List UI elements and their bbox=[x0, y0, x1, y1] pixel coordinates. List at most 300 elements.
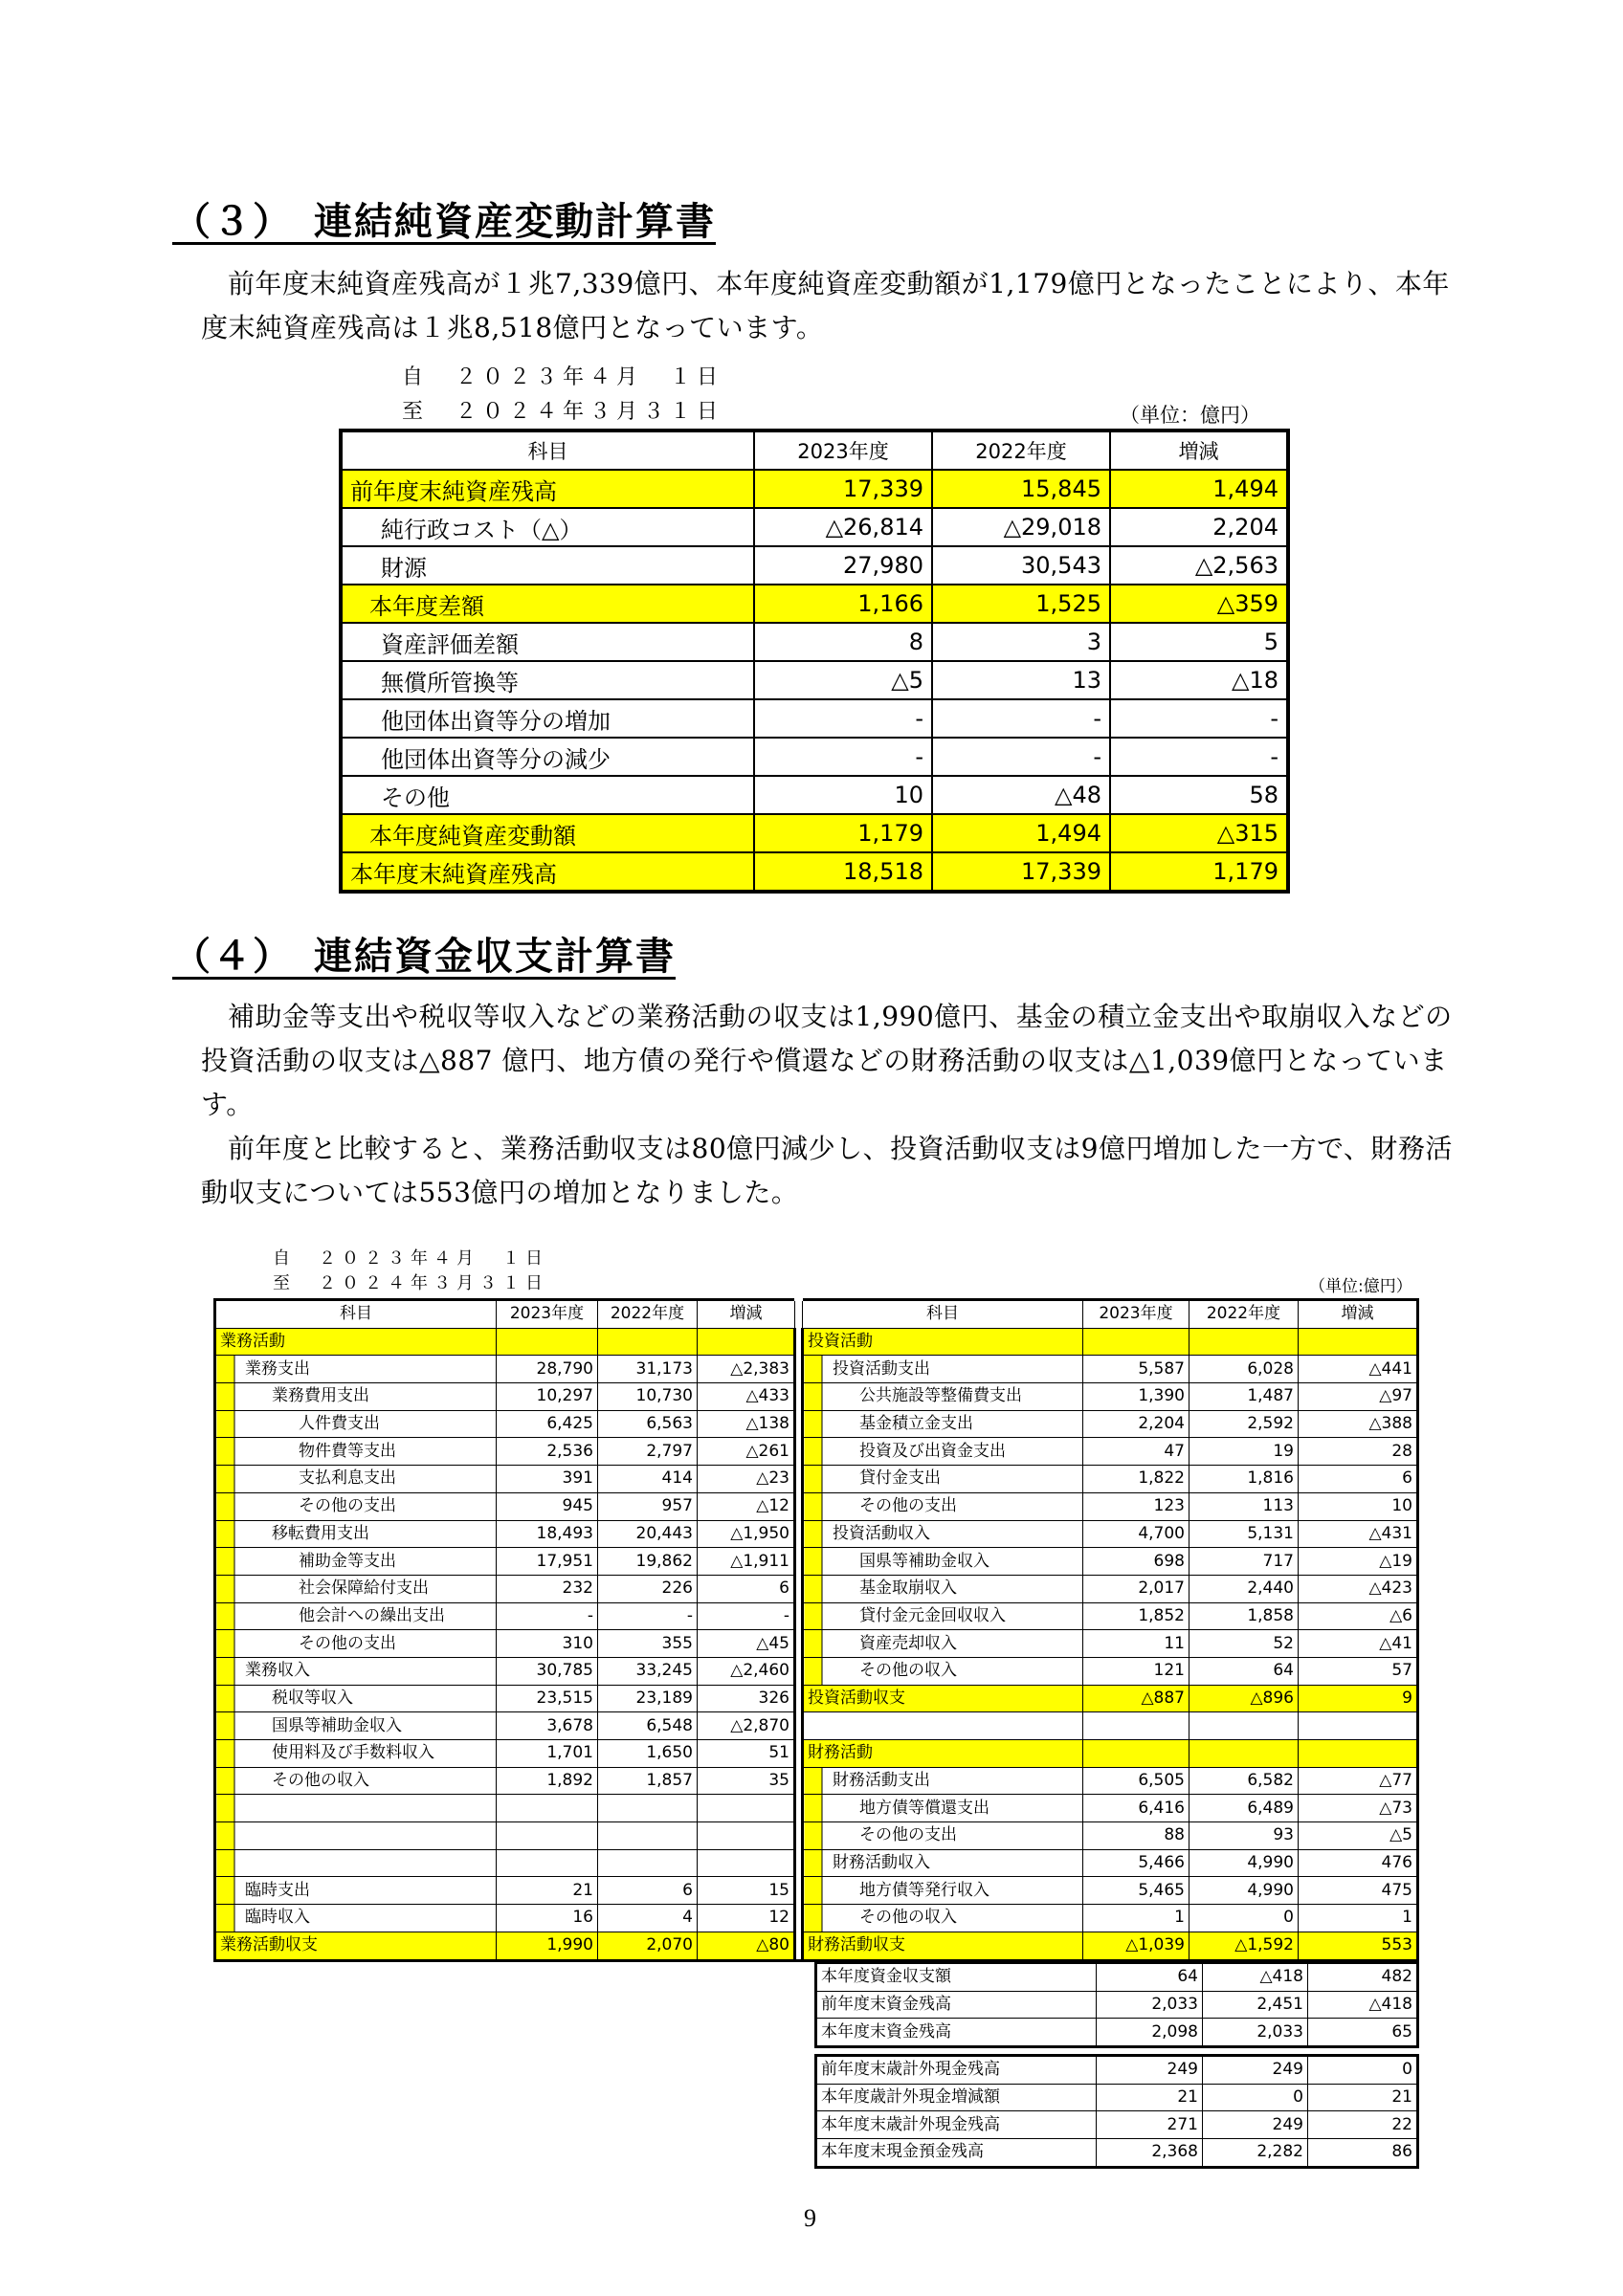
row-value: 1,701 bbox=[497, 1740, 598, 1768]
column-header: 2022年度 bbox=[1189, 1300, 1299, 1329]
row-label: 純行政コスト（△） bbox=[341, 508, 754, 546]
row-value: 6,425 bbox=[497, 1410, 598, 1438]
row-value: 2,592 bbox=[1189, 1410, 1299, 1438]
row-value: 1,179 bbox=[1110, 852, 1288, 892]
row-label-text: 地方債等償還支出 bbox=[859, 1798, 989, 1818]
table-row bbox=[215, 1520, 1418, 1548]
table-row bbox=[215, 1657, 1418, 1685]
table-row bbox=[215, 1877, 1418, 1905]
row-label-text: 投資活動 bbox=[808, 1332, 873, 1352]
row-value: 2,070 bbox=[598, 1932, 698, 1960]
row-label-text: 支払利息支出 bbox=[299, 1468, 396, 1489]
row-value: 2,451 bbox=[1203, 1991, 1308, 2019]
row-label bbox=[803, 1795, 1083, 1822]
table-row bbox=[215, 1356, 1418, 1383]
row-value: 15 bbox=[698, 1877, 795, 1905]
row-value: 1,650 bbox=[598, 1740, 698, 1768]
row-value: △1,950 bbox=[698, 1520, 795, 1548]
column-gap bbox=[795, 1795, 803, 1822]
row-value: △80 bbox=[698, 1932, 795, 1960]
row-label: 前年度末資金残高 bbox=[816, 1991, 1097, 2019]
row-value bbox=[598, 1795, 698, 1822]
row-value bbox=[598, 1822, 698, 1850]
row-value: 232 bbox=[497, 1575, 598, 1602]
column-header: 2022年度 bbox=[598, 1300, 698, 1329]
column-gap bbox=[795, 1740, 803, 1768]
row-value bbox=[1083, 1740, 1189, 1768]
table-row bbox=[816, 1991, 1418, 2019]
table-row bbox=[215, 1795, 1418, 1822]
row-value: △1,911 bbox=[698, 1548, 795, 1576]
table-row bbox=[341, 814, 1288, 852]
row-label: 本年度歳計外現金増減額 bbox=[816, 2084, 1097, 2111]
row-value: 1,852 bbox=[1083, 1602, 1189, 1630]
row-value: 18,518 bbox=[754, 852, 932, 892]
row-value: 86 bbox=[1308, 2139, 1418, 2168]
row-value: 1,822 bbox=[1083, 1466, 1189, 1493]
row-label bbox=[803, 1410, 1083, 1438]
table-row bbox=[341, 623, 1288, 661]
row-value bbox=[1189, 1740, 1299, 1768]
row-value: - bbox=[1110, 699, 1288, 738]
row-value: 10,297 bbox=[497, 1383, 598, 1411]
row-value: 27,980 bbox=[754, 546, 932, 585]
row-value: 310 bbox=[497, 1630, 598, 1658]
row-label: 資産評価差額 bbox=[341, 623, 754, 661]
row-value: 6 bbox=[598, 1877, 698, 1905]
row-label bbox=[803, 1520, 1083, 1548]
row-value: 5,466 bbox=[1083, 1849, 1189, 1877]
row-value: 93 bbox=[1189, 1822, 1299, 1850]
row-value: - bbox=[932, 699, 1110, 738]
row-label-text: 財務活動収入 bbox=[833, 1853, 930, 1873]
row-label-text: 投資活動収支 bbox=[808, 1688, 905, 1708]
row-label bbox=[215, 1740, 497, 1768]
row-value: △19 bbox=[1299, 1548, 1418, 1576]
row-value: 4,700 bbox=[1083, 1520, 1189, 1548]
row-label-text: 基金取崩収入 bbox=[859, 1578, 957, 1599]
section4-heading: （４） 連結資金収支計算書 bbox=[172, 935, 676, 979]
row-label bbox=[215, 1849, 497, 1877]
table-row bbox=[215, 1383, 1418, 1411]
column-header: 科目 bbox=[215, 1300, 497, 1329]
row-value: 1,166 bbox=[754, 585, 932, 623]
row-value: 6,505 bbox=[1083, 1767, 1189, 1795]
table-row bbox=[215, 1328, 1418, 1356]
row-value: 391 bbox=[497, 1466, 598, 1493]
row-label-text: 使用料及び手数料収入 bbox=[272, 1743, 434, 1763]
row-label: 本年度末純資産残高 bbox=[341, 852, 754, 892]
row-label-text: 業務費用支出 bbox=[272, 1386, 369, 1406]
row-value: △26,814 bbox=[754, 508, 932, 546]
row-value: 1 bbox=[1299, 1905, 1418, 1932]
table-row bbox=[215, 1492, 1418, 1520]
row-label-text: 業務支出 bbox=[245, 1358, 310, 1379]
row-label-text: 国県等補助金収入 bbox=[859, 1551, 989, 1571]
row-value: 1,816 bbox=[1189, 1466, 1299, 1493]
row-value: 3 bbox=[932, 623, 1110, 661]
row-value: △896 bbox=[1189, 1685, 1299, 1712]
row-label-text: 基金積立金支出 bbox=[859, 1414, 973, 1434]
row-value: △2,563 bbox=[1110, 546, 1288, 585]
row-value: 698 bbox=[1083, 1548, 1189, 1576]
row-value: 2,098 bbox=[1097, 2019, 1203, 2047]
row-label-text: 貸付金元金回収収入 bbox=[859, 1605, 1006, 1625]
row-value: △388 bbox=[1299, 1410, 1418, 1438]
row-label bbox=[215, 1520, 497, 1548]
row-label bbox=[215, 1822, 497, 1850]
column-header: 2023年度 bbox=[1083, 1300, 1189, 1329]
row-value: 2,282 bbox=[1203, 2139, 1308, 2168]
row-value bbox=[1299, 1328, 1418, 1356]
table-row bbox=[816, 2139, 1418, 2168]
row-value: 88 bbox=[1083, 1822, 1189, 1850]
row-value: - bbox=[932, 738, 1110, 776]
row-value: △418 bbox=[1308, 1991, 1418, 2019]
column-gap bbox=[795, 1905, 803, 1932]
row-label-text: 他会計への繰出支出 bbox=[299, 1605, 445, 1625]
row-label bbox=[215, 1548, 497, 1576]
row-value: - bbox=[754, 738, 932, 776]
table-row bbox=[215, 1630, 1418, 1658]
row-label bbox=[215, 1575, 497, 1602]
row-value: 35 bbox=[698, 1767, 795, 1795]
row-label bbox=[215, 1795, 497, 1822]
row-label-text: 業務収入 bbox=[245, 1661, 310, 1681]
row-value: 2,204 bbox=[1083, 1410, 1189, 1438]
cash-balance-table bbox=[814, 1961, 1419, 2048]
row-value: 64 bbox=[1189, 1657, 1299, 1685]
table-row bbox=[215, 1438, 1418, 1466]
row-value: - bbox=[698, 1602, 795, 1630]
row-value: 10,730 bbox=[598, 1383, 698, 1411]
table-row bbox=[341, 699, 1288, 738]
row-value: 6,416 bbox=[1083, 1795, 1189, 1822]
row-value: 1,494 bbox=[932, 814, 1110, 852]
row-value bbox=[698, 1328, 795, 1356]
row-label-text: 業務活動収支 bbox=[220, 1935, 318, 1955]
row-value: 5,465 bbox=[1083, 1877, 1189, 1905]
row-value: △315 bbox=[1110, 814, 1288, 852]
row-value: 22 bbox=[1308, 2111, 1418, 2139]
row-value: △5 bbox=[1299, 1822, 1418, 1850]
row-label bbox=[215, 1602, 497, 1630]
row-value: 113 bbox=[1189, 1492, 1299, 1520]
row-label-text: その他の収入 bbox=[859, 1908, 957, 1928]
row-value: 2,017 bbox=[1083, 1575, 1189, 1602]
row-value bbox=[1189, 1328, 1299, 1356]
row-label-text: その他の収入 bbox=[272, 1771, 369, 1791]
row-value: 47 bbox=[1083, 1438, 1189, 1466]
table-row bbox=[341, 776, 1288, 814]
row-value: 249 bbox=[1203, 2056, 1308, 2085]
row-label-text: 人件費支出 bbox=[299, 1414, 380, 1434]
section3-unit: （単位：億円） bbox=[1120, 404, 1260, 427]
row-label bbox=[215, 1438, 497, 1466]
table-row bbox=[341, 546, 1288, 585]
table-header bbox=[215, 1300, 1418, 1329]
column-header: 増減 bbox=[1299, 1300, 1418, 1329]
row-value: △1,039 bbox=[1083, 1932, 1189, 1960]
row-value: 5,131 bbox=[1189, 1520, 1299, 1548]
row-label bbox=[215, 1383, 497, 1411]
row-value: 8 bbox=[754, 623, 932, 661]
row-value: 65 bbox=[1308, 2019, 1418, 2047]
row-value bbox=[1083, 1328, 1189, 1356]
row-value: 6,028 bbox=[1189, 1356, 1299, 1383]
row-value: 5,587 bbox=[1083, 1356, 1189, 1383]
row-value: 476 bbox=[1299, 1849, 1418, 1877]
row-label: 本年度純資産変動額 bbox=[341, 814, 754, 852]
row-label-text: 公共施設等整備費支出 bbox=[859, 1386, 1022, 1406]
row-value bbox=[598, 1849, 698, 1877]
row-value: 0 bbox=[1203, 2084, 1308, 2111]
row-value: 1,858 bbox=[1189, 1602, 1299, 1630]
row-value: △423 bbox=[1299, 1575, 1418, 1602]
row-value: △77 bbox=[1299, 1767, 1418, 1795]
row-value: 17,951 bbox=[497, 1548, 598, 1576]
empty-cell bbox=[1189, 1712, 1299, 1740]
column-header: 増減 bbox=[1110, 430, 1288, 470]
row-value: 4,990 bbox=[1189, 1849, 1299, 1877]
column-gap bbox=[795, 1767, 803, 1795]
row-value: 10 bbox=[754, 776, 932, 814]
column-gap bbox=[795, 1328, 803, 1356]
row-label bbox=[803, 1767, 1083, 1795]
row-value: 57 bbox=[1299, 1657, 1418, 1685]
table-row bbox=[341, 508, 1288, 546]
column-header: 2023年度 bbox=[497, 1300, 598, 1329]
row-value: △138 bbox=[698, 1410, 795, 1438]
column-gap bbox=[795, 1575, 803, 1602]
row-label-text: 物件費等支出 bbox=[299, 1441, 396, 1461]
row-value: 717 bbox=[1189, 1548, 1299, 1576]
row-value: △5 bbox=[754, 661, 932, 699]
row-label-text: 臨時支出 bbox=[245, 1880, 310, 1900]
row-label bbox=[803, 1575, 1083, 1602]
column-gap bbox=[795, 1410, 803, 1438]
column-gap bbox=[795, 1685, 803, 1712]
empty-cell bbox=[1299, 1712, 1418, 1740]
row-label: 本年度資金収支額 bbox=[816, 1963, 1097, 1992]
column-gap bbox=[795, 1932, 803, 1960]
row-value: 12 bbox=[698, 1905, 795, 1932]
row-value: - bbox=[497, 1602, 598, 1630]
table-row bbox=[215, 1822, 1418, 1850]
column-gap bbox=[795, 1548, 803, 1576]
table-row bbox=[215, 1740, 1418, 1768]
row-value: 355 bbox=[598, 1630, 698, 1658]
row-value: 1,990 bbox=[497, 1932, 598, 1960]
table-row bbox=[341, 661, 1288, 699]
column-gap bbox=[795, 1300, 803, 1329]
row-value: △1,592 bbox=[1189, 1932, 1299, 1960]
column-gap bbox=[795, 1849, 803, 1877]
row-value: 0 bbox=[1189, 1905, 1299, 1932]
row-label bbox=[215, 1492, 497, 1520]
row-value: 1,525 bbox=[932, 585, 1110, 623]
row-label bbox=[803, 1438, 1083, 1466]
row-value: 18,493 bbox=[497, 1520, 598, 1548]
row-label-text: 国県等補助金収入 bbox=[272, 1715, 402, 1735]
column-gap bbox=[795, 1520, 803, 1548]
row-value: 23,515 bbox=[497, 1685, 598, 1712]
row-label: 無償所管換等 bbox=[341, 661, 754, 699]
table-row bbox=[816, 2084, 1418, 2111]
row-label-text: 税収等収入 bbox=[272, 1688, 353, 1708]
cash-outside-table bbox=[814, 2054, 1419, 2169]
row-label: 本年度末現金預金残高 bbox=[816, 2139, 1097, 2168]
row-label-text: 投資及び出資金支出 bbox=[859, 1441, 1006, 1461]
table-row bbox=[215, 1466, 1418, 1493]
row-value: △433 bbox=[698, 1383, 795, 1411]
row-value: 20,443 bbox=[598, 1520, 698, 1548]
row-value: △441 bbox=[1299, 1356, 1418, 1383]
row-label-text: 補助金等支出 bbox=[299, 1551, 396, 1571]
row-value: 6,563 bbox=[598, 1410, 698, 1438]
row-value: 249 bbox=[1097, 2056, 1203, 2085]
row-value: △23 bbox=[698, 1466, 795, 1493]
row-value bbox=[497, 1328, 598, 1356]
row-value: 1,179 bbox=[754, 814, 932, 852]
row-value: 11 bbox=[1083, 1630, 1189, 1658]
row-label bbox=[215, 1328, 497, 1356]
column-gap bbox=[795, 1356, 803, 1383]
row-value: 58 bbox=[1110, 776, 1288, 814]
row-value: 957 bbox=[598, 1492, 698, 1520]
row-value: 33,245 bbox=[598, 1657, 698, 1685]
row-value: △2,870 bbox=[698, 1712, 795, 1740]
row-value: 6 bbox=[1299, 1466, 1418, 1493]
row-value: △2,460 bbox=[698, 1657, 795, 1685]
table-row bbox=[215, 1410, 1418, 1438]
row-label bbox=[803, 1905, 1083, 1932]
empty-cell bbox=[803, 1712, 1083, 1740]
row-label: 前年度末純資産残高 bbox=[341, 470, 754, 508]
row-value: 1,487 bbox=[1189, 1383, 1299, 1411]
row-value: 1,390 bbox=[1083, 1383, 1189, 1411]
row-value bbox=[698, 1795, 795, 1822]
row-label bbox=[803, 1822, 1083, 1850]
row-label: 本年度差額 bbox=[341, 585, 754, 623]
row-label bbox=[803, 1877, 1083, 1905]
row-label bbox=[803, 1492, 1083, 1520]
table-row bbox=[215, 1575, 1418, 1602]
row-value: 945 bbox=[497, 1492, 598, 1520]
row-value: 30,785 bbox=[497, 1657, 598, 1685]
column-gap bbox=[795, 1630, 803, 1658]
row-label-text: 財務活動 bbox=[808, 1743, 873, 1763]
column-header: 2022年度 bbox=[932, 430, 1110, 470]
column-gap bbox=[795, 1466, 803, 1493]
row-label bbox=[215, 1712, 497, 1740]
row-label bbox=[803, 1328, 1083, 1356]
table-header bbox=[341, 430, 1288, 470]
row-value: - bbox=[754, 699, 932, 738]
row-value: 15,845 bbox=[932, 470, 1110, 508]
row-value: - bbox=[1110, 738, 1288, 776]
section4-paragraph bbox=[201, 995, 1474, 1215]
row-value: 226 bbox=[598, 1575, 698, 1602]
row-value: 0 bbox=[1308, 2056, 1418, 2085]
row-label: 財源 bbox=[341, 546, 754, 585]
table-row bbox=[215, 1932, 1418, 1960]
row-value bbox=[698, 1849, 795, 1877]
row-value: 2,440 bbox=[1189, 1575, 1299, 1602]
section4-text-1: 補助金等支出や税収等収入などの業務活動の収支は1,990億円、基金の積立金支出や取崩収入などの投資活動の収支は△887 億円、地方債の発行や償還などの財務活動の収支は△1,039億円となっています。 bbox=[201, 1001, 1453, 1120]
row-value: △359 bbox=[1110, 585, 1288, 623]
row-label-text: 財務活動支出 bbox=[833, 1771, 930, 1791]
row-label-text: 貸付金支出 bbox=[859, 1468, 941, 1489]
row-label: 前年度末歳計外現金残高 bbox=[816, 2056, 1097, 2085]
row-label: その他 bbox=[341, 776, 754, 814]
row-label-text: その他の支出 bbox=[299, 1633, 396, 1653]
row-value: △41 bbox=[1299, 1630, 1418, 1658]
row-value: 2,368 bbox=[1097, 2139, 1203, 2168]
row-value: △97 bbox=[1299, 1383, 1418, 1411]
row-label bbox=[215, 1877, 497, 1905]
section4-period-from: 自 ２０２３年４月 １日 bbox=[273, 1248, 548, 1269]
row-label bbox=[215, 1410, 497, 1438]
row-value: 19,862 bbox=[598, 1548, 698, 1576]
section3-period-to: 至 ２０２４年３月３１日 bbox=[402, 400, 724, 424]
table-row bbox=[215, 1905, 1418, 1932]
row-value: 64 bbox=[1097, 1963, 1203, 1992]
column-gap bbox=[795, 1438, 803, 1466]
row-value: △12 bbox=[698, 1492, 795, 1520]
row-label bbox=[215, 1767, 497, 1795]
row-value bbox=[497, 1795, 598, 1822]
row-label-text: 資産売却収入 bbox=[859, 1633, 957, 1653]
row-value: 9 bbox=[1299, 1685, 1418, 1712]
row-label-text: 財務活動収支 bbox=[808, 1935, 905, 1955]
table-row bbox=[215, 1685, 1418, 1712]
row-value: 475 bbox=[1299, 1877, 1418, 1905]
row-label-text: 投資活動支出 bbox=[833, 1358, 930, 1379]
section3-period-from: 自 ２０２３年４月 １日 bbox=[402, 365, 724, 389]
row-value: △887 bbox=[1083, 1685, 1189, 1712]
row-value: 2,536 bbox=[497, 1438, 598, 1466]
row-label: 本年度末歳計外現金残高 bbox=[816, 2111, 1097, 2139]
row-value bbox=[598, 1328, 698, 1356]
table-row bbox=[215, 1602, 1418, 1630]
row-label bbox=[803, 1630, 1083, 1658]
row-label bbox=[215, 1630, 497, 1658]
row-label-text: その他の支出 bbox=[299, 1496, 396, 1516]
row-value: 6,582 bbox=[1189, 1767, 1299, 1795]
row-label bbox=[803, 1602, 1083, 1630]
page-number: 9 bbox=[804, 2204, 816, 2232]
row-label bbox=[803, 1685, 1083, 1712]
row-value: 2,797 bbox=[598, 1438, 698, 1466]
column-gap bbox=[795, 1492, 803, 1520]
table-row bbox=[341, 738, 1288, 776]
row-label-text: 社会保障給付支出 bbox=[299, 1578, 429, 1599]
row-value: 6,489 bbox=[1189, 1795, 1299, 1822]
row-value: 30,543 bbox=[932, 546, 1110, 585]
row-value: 6 bbox=[698, 1575, 795, 1602]
row-value: 1,857 bbox=[598, 1767, 698, 1795]
section4-text-2: 前年度と比較すると、業務活動収支は80億円減少し、投資活動収支は9億円増加した一方で、財務活動収支については553億円の増加となりました。 bbox=[201, 1133, 1453, 1208]
row-value: △45 bbox=[698, 1630, 795, 1658]
table-row bbox=[215, 1712, 1418, 1740]
section4-period-to: 至 ２０２４年３月３１日 bbox=[273, 1273, 548, 1293]
row-label: 本年度末資金残高 bbox=[816, 2019, 1097, 2047]
row-value: 2,033 bbox=[1097, 1991, 1203, 2019]
row-value: △18 bbox=[1110, 661, 1288, 699]
column-gap bbox=[795, 1877, 803, 1905]
row-value: △418 bbox=[1203, 1963, 1308, 1992]
